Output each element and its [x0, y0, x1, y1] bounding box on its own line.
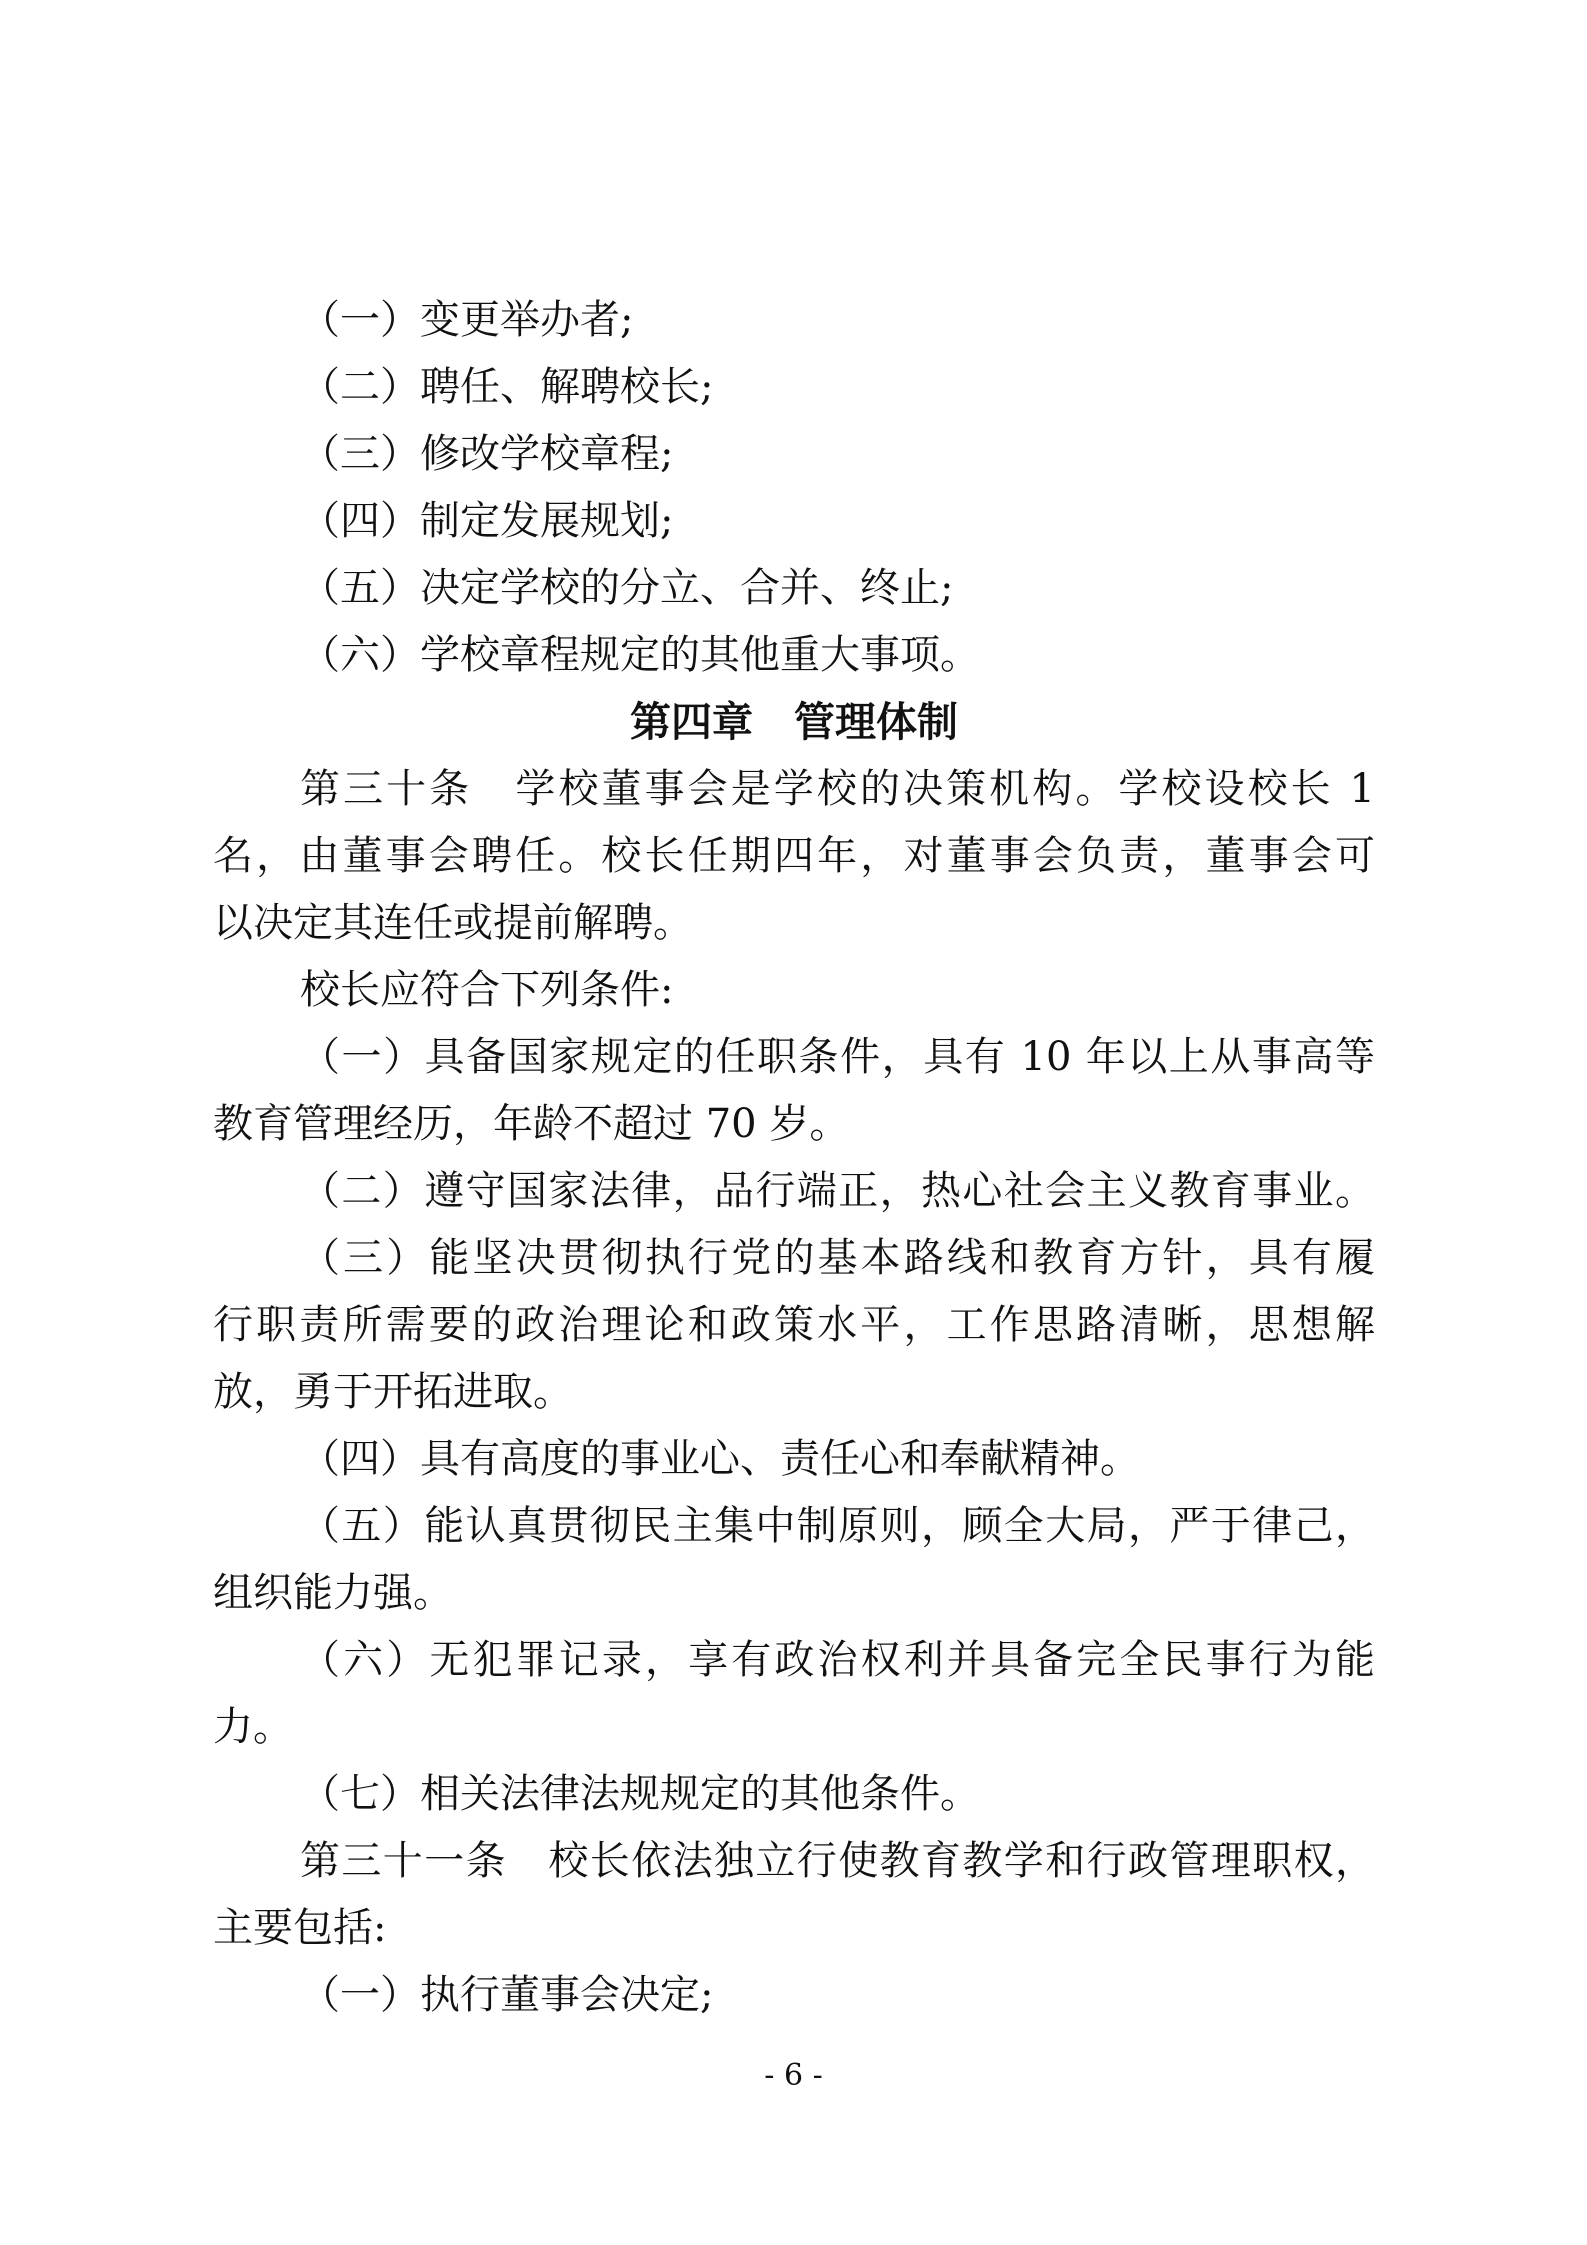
article-30-line: 以决定其连任或提前解聘。	[213, 900, 693, 946]
page-number: - 6 -	[764, 2058, 823, 2093]
article-31-item: （一）执行董事会决定;	[300, 1972, 714, 2018]
document-body	[213, 287, 1375, 2029]
condition-item-line: （二）遵守国家法律，品行端正，热心社会主义教育事业。	[300, 1168, 1375, 1214]
article-30-line: 第三十条 学校董事会是学校的决策机构。学校设校长 1	[300, 766, 1375, 812]
condition-item-line: 行职责所需要的政治理论和政策水平，工作思路清晰，思想解	[213, 1302, 1375, 1348]
clause-item-other-matters: （六）学校章程规定的其他重大事项。	[300, 632, 980, 678]
condition-item-line: （五）能认真贯彻民主集中制原则，顾全大局，严于律己，	[300, 1503, 1375, 1549]
condition-item-line: （三）能坚决贯彻执行党的基本路线和教育方针，具有履	[300, 1235, 1375, 1281]
condition-item-line: 组织能力强。	[213, 1570, 453, 1616]
condition-item-line: （六）无犯罪记录，享有政治权利并具备完全民事行为能	[300, 1637, 1375, 1683]
clause-item-appoint-principal: （二）聘任、解聘校长;	[300, 364, 714, 410]
conditions-intro: 校长应符合下列条件:	[300, 967, 674, 1013]
condition-item-line: 放，勇于开拓进取。	[213, 1369, 573, 1415]
condition-item-line: 力。	[213, 1704, 293, 1750]
clause-item-amend-charter: （三）修改学校章程;	[300, 431, 674, 477]
condition-item-line: （七）相关法律法规规定的其他条件。	[300, 1771, 980, 1817]
clause-item-change-sponsor: （一）变更举办者;	[300, 297, 634, 343]
condition-item-line: 教育管理经历，年龄不超过 70 岁。	[213, 1101, 850, 1147]
article-30-line: 名，由董事会聘任。校长任期四年，对董事会负责，董事会可	[213, 833, 1375, 879]
article-31-line: 第三十一条 校长依法独立行使教育教学和行政管理职权，	[300, 1838, 1375, 1884]
chapter-heading: 第四章 管理体制	[630, 698, 958, 746]
clause-item-division-merger: （五）决定学校的分立、合并、终止;	[300, 565, 954, 611]
condition-item-line: （四）具有高度的事业心、责任心和奉献精神。	[300, 1436, 1140, 1482]
condition-item-line: （一）具备国家规定的任职条件，具有 10 年以上从事高等	[300, 1034, 1375, 1080]
clause-item-development-plan: （四）制定发展规划;	[300, 498, 674, 544]
article-31-line: 主要包括:	[213, 1905, 387, 1951]
